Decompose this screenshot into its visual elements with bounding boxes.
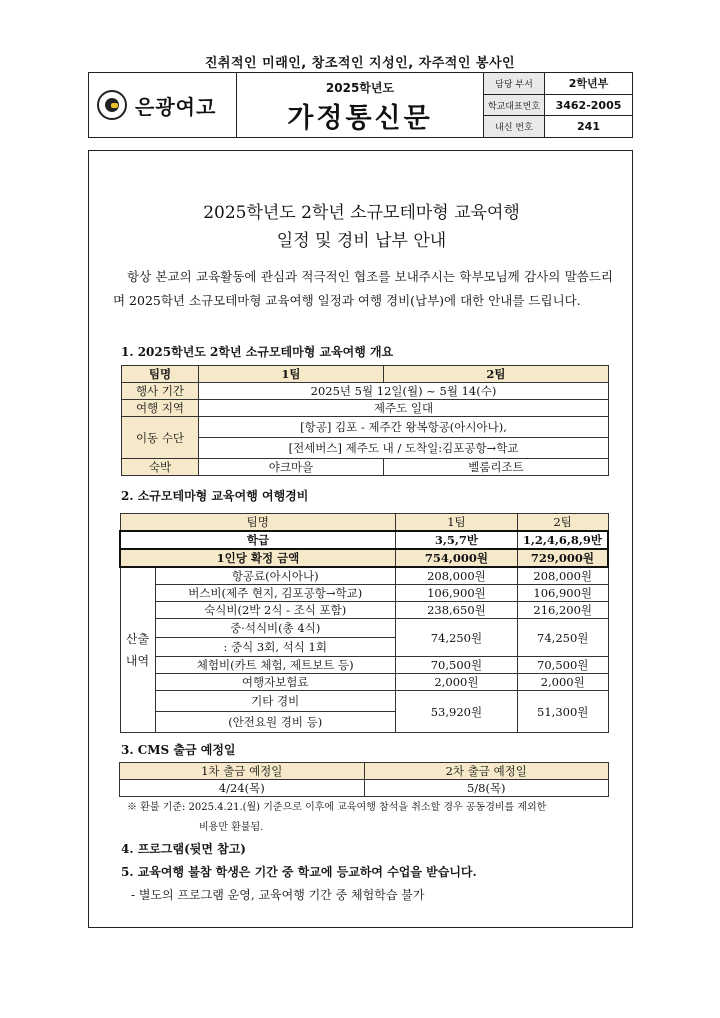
table-row	[120, 549, 608, 567]
cell: 216,200원	[517, 602, 608, 619]
table-row	[120, 691, 608, 712]
table-header-row	[122, 366, 609, 383]
academic-year: 2025학년도	[325, 81, 395, 95]
meta-row	[484, 73, 632, 95]
header-cell: 2팀	[517, 514, 608, 532]
meta-value: 3462-2005	[555, 98, 622, 112]
row-label: 1인당 확정 금액	[120, 549, 395, 567]
table-row	[120, 619, 608, 638]
title-block	[237, 73, 484, 137]
letter-title: 가정통신문	[287, 103, 433, 134]
table-row	[120, 567, 608, 585]
cell: 야크마을	[199, 459, 384, 476]
row-label: 학급	[120, 531, 395, 549]
section-5-heading: 5. 교육여행 불참 학생은 기간 중 학교에 등교하여 수업을 받습니다.	[121, 865, 477, 879]
letter-body	[88, 150, 633, 928]
document-title	[89, 199, 634, 255]
meta-row	[484, 116, 632, 137]
item-name: 중·석식비(총 4식)	[155, 619, 395, 638]
item-name: 숙식비(2박 2식 - 조식 포함)	[155, 602, 395, 619]
table-row	[120, 602, 608, 619]
table-row	[120, 531, 608, 549]
school-block	[89, 73, 237, 137]
cell: 106,900원	[517, 585, 608, 602]
cell: 5/8(목)	[364, 780, 609, 797]
row-label: 행사 기간	[122, 383, 199, 400]
cell: 74,250원	[517, 619, 608, 657]
cell: 3,5,7반	[395, 531, 517, 549]
table-row	[122, 459, 609, 476]
cell: 2,000원	[517, 674, 608, 691]
cell: 106,900원	[395, 585, 517, 602]
school-seal-icon	[97, 90, 127, 120]
title-line-2: 일정 및 경비 납부 안내	[276, 231, 447, 251]
table-header-row	[120, 763, 609, 780]
table-header-row	[120, 514, 608, 532]
table-row	[120, 585, 608, 602]
header-cell: 팀명	[122, 366, 199, 383]
row-label: 여행 지역	[122, 400, 199, 417]
school-name: 은광여고	[135, 94, 217, 119]
meta-value: 241	[577, 120, 600, 134]
cell: 238,650원	[395, 602, 517, 619]
cell: 2025년 5월 12일(월) ~ 5월 14(수)	[199, 383, 609, 400]
header-cell: 2팀	[383, 366, 608, 383]
meta-key: 담당 부서	[484, 73, 545, 94]
section-3-heading: 3. CMS 출금 예정일	[121, 743, 236, 757]
section-1-heading: 1. 2025학년도 2학년 소규모테마형 교육여행 개요	[121, 345, 394, 359]
row-label: 숙박	[122, 459, 199, 476]
breakdown-label-2: 내역	[125, 654, 150, 668]
cell: [전세버스] 제주도 내 / 도착일:김포공항→학교	[199, 438, 609, 459]
cell: 208,000원	[517, 567, 608, 585]
section-5-sub: - 별도의 프로그램 운영, 교육여행 기간 중 체험학습 불가	[131, 888, 425, 902]
cell: 제주도 일대	[199, 400, 609, 417]
intro-paragraph: 항상 본교의 교육활동에 관심과 적극적인 협조를 보내주시는 학부모님께 감사의 말씀드리며 2025학년 소규모테마형 교육여행 일정과 여행 경비(납부)에 대한 안내를 드립니다.	[113, 269, 613, 308]
cell: 2,000원	[395, 674, 517, 691]
cell: 1,2,4,6,8,9반	[517, 531, 608, 549]
table-row	[122, 383, 609, 400]
meta-row	[484, 95, 632, 117]
row-label: 이동 수단	[122, 417, 199, 459]
cell: 208,000원	[395, 567, 517, 585]
meta-key: 학교대표번호	[484, 95, 545, 116]
item-name: 체험비(카트 체험, 제트보트 등)	[155, 657, 395, 674]
overview-table	[121, 365, 609, 476]
title-line-1: 2025학년도 2학년 소규모테마형 교육여행	[203, 203, 520, 223]
section-2-heading: 2. 소규모테마형 교육여행 여행경비	[121, 489, 309, 503]
header-cell: 1차 출금 예정일	[120, 763, 365, 780]
cell: [항공] 김포 - 제주간 왕복항공(아시아나),	[199, 417, 609, 438]
section-4-heading: 4. 프로그램(뒷면 참고)	[121, 842, 246, 856]
cell: 70,500원	[517, 657, 608, 674]
meta-value: 2학년부	[568, 77, 609, 91]
meta-key: 내신 번호	[484, 116, 545, 137]
note-line-1: ※ 환불 기준: 2025.4.21.(월) 기준으로 이후에 교육여행 참석을 취소할 경우 공동경비를 제외한	[127, 802, 547, 813]
cell: 벨룸리조트	[383, 459, 608, 476]
breakdown-label	[120, 567, 155, 733]
table-row	[122, 417, 609, 438]
header-cell: 2차 출금 예정일	[364, 763, 609, 780]
item-name: : 중식 3회, 석식 1회	[155, 638, 395, 657]
cell: 70,500원	[395, 657, 517, 674]
cell: 53,920원	[395, 691, 517, 733]
item-name: (안전요원 경비 등)	[155, 712, 395, 733]
cell: 51,300원	[517, 691, 608, 733]
cell: 729,000원	[517, 549, 608, 567]
table-row	[122, 400, 609, 417]
header-cell: 1팀	[199, 366, 384, 383]
letter-header	[88, 72, 633, 138]
table-row	[120, 780, 609, 797]
breakdown-label-1: 산출	[125, 632, 150, 646]
cell: 754,000원	[395, 549, 517, 567]
meta-table	[484, 73, 632, 137]
item-name: 항공료(아시아나)	[155, 567, 395, 585]
item-name: 기타 경비	[155, 691, 395, 712]
school-motto: 진취적인 미래인, 창조적인 지성인, 자주적인 봉사인	[204, 56, 516, 71]
cell: 74,250원	[395, 619, 517, 657]
table-row	[120, 657, 608, 674]
note-line-2: 비용만 환불됨.	[199, 822, 264, 833]
refund-note	[127, 798, 607, 838]
expense-table	[119, 513, 609, 733]
table-row	[120, 674, 608, 691]
header-cell: 팀명	[120, 514, 395, 532]
item-name: 버스비(제주 현지, 김포공항→학교)	[155, 585, 395, 602]
cms-table	[119, 762, 609, 797]
cell: 4/24(목)	[120, 780, 365, 797]
item-name: 여행자보험료	[155, 674, 395, 691]
header-cell: 1팀	[395, 514, 517, 532]
